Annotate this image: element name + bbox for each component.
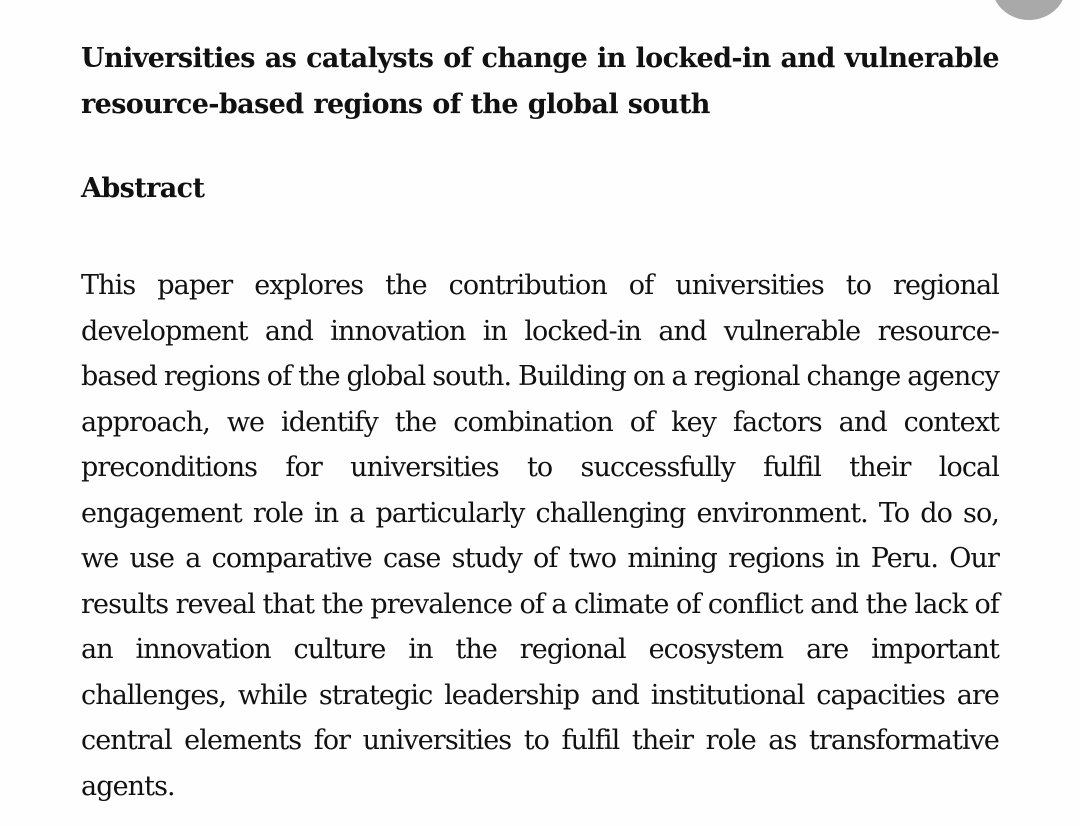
abstract-body: This paper explores the contribution of universities to regional development and innovation in locked-in and vulnerable resource-based regions of the global south. Building on a regional change agency approach, we identify the combination of key factors and context preconditions for universities to successfully fulfil their local engagement role in a particularly challenging environment. To do so, we use a comparative case study of two mining regions in Peru. Our results reveal that the prevalence of a climate of conflict and the lack of an innovation culture in the regional ecosystem are important challenges, while strategic leadership and institutional capacities are central elements for universities to fulfil their role as transformative agents. xyxy=(81,270,999,802)
corner-button-circle[interactable] xyxy=(992,0,1066,20)
paper-title: Universities as catalysts of change in locked-in and vulnerable resource-based regions of the global south xyxy=(81,43,999,120)
paper-content xyxy=(81,36,999,809)
abstract-heading: Abstract xyxy=(81,173,205,204)
